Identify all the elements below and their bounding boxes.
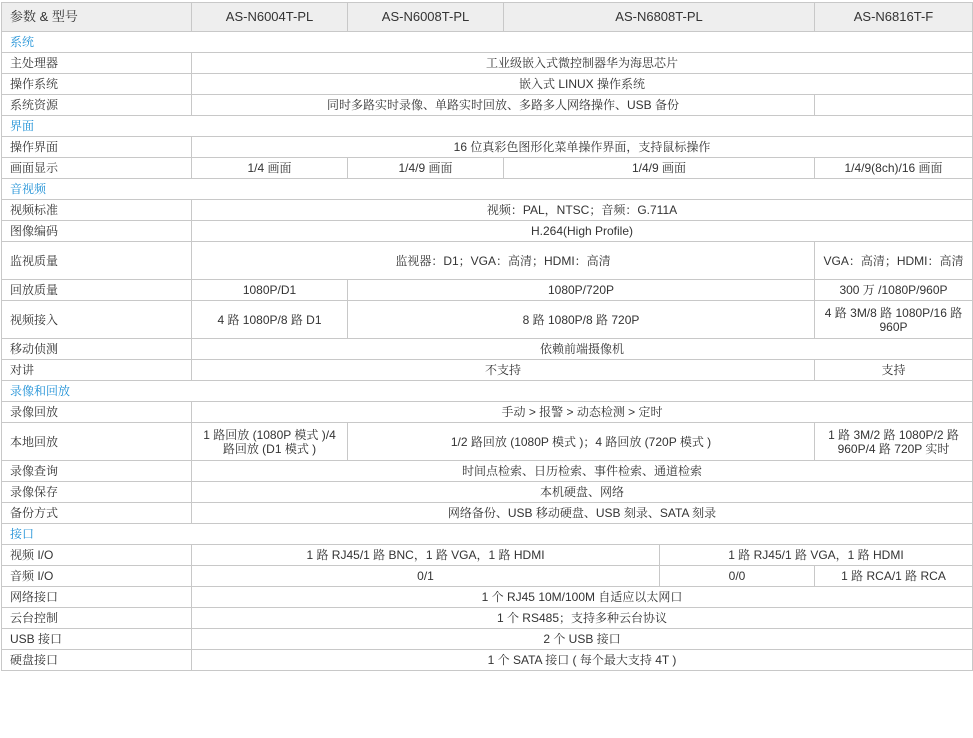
table-row-video-std <box>2 200 973 221</box>
section-title-system: 系统 <box>2 32 973 53</box>
table-row-os <box>2 74 973 95</box>
section-row-ports <box>2 524 973 545</box>
model-header-n6808: AS-N6808T-PL <box>504 3 815 32</box>
row-label-backup: 备份方式 <box>2 503 192 524</box>
table-row-video-io <box>2 545 973 566</box>
row-label-os: 操作系统 <box>2 74 192 95</box>
cell-video-in-mid: 8 路 1080P/8 路 720P <box>348 301 815 339</box>
cell-hdd: 1 个 SATA 接口 ( 每个最大支持 4T ) <box>192 650 973 671</box>
cell-usb: 2 个 USB 接口 <box>192 629 973 650</box>
cell-local-playback-n6004: 1 路回放 (1080P 模式 )/4 路回放 (D1 模式 ) <box>192 423 348 461</box>
row-label-rec-search: 录像查询 <box>2 461 192 482</box>
table-row-monitor <box>2 242 973 280</box>
cell-encoding: H.264(High Profile) <box>192 221 973 242</box>
cell-audio-io-c: 1 路 RCA/1 路 RCA <box>815 566 973 587</box>
cell-local-playback-mid: 1/2 路回放 (1080P 模式 )；4 路回放 (720P 模式 ) <box>348 423 815 461</box>
cell-audio-io-b: 0/0 <box>660 566 815 587</box>
cell-display-n6008: 1/4/9 画面 <box>348 158 504 179</box>
section-title-av: 音视频 <box>2 179 973 200</box>
cell-video-std: 视频：PAL，NTSC；音频：G.711A <box>192 200 973 221</box>
cell-ptz: 1 个 RS485；支持多种云台协议 <box>192 608 973 629</box>
table-row-audio-io <box>2 566 973 587</box>
cell-os: 嵌入式 LINUX 操作系统 <box>192 74 973 95</box>
cell-talk: 不支持 <box>192 360 815 381</box>
row-label-ui: 操作界面 <box>2 137 192 158</box>
row-label-cpu: 主处理器 <box>2 53 192 74</box>
table-row-motion <box>2 339 973 360</box>
section-row-system <box>2 32 973 53</box>
section-title-recording: 录像和回放 <box>2 381 973 402</box>
row-label-ptz: 云台控制 <box>2 608 192 629</box>
cell-rec-mode: 手动 > 报警 > 动态检测 > 定时 <box>192 402 973 423</box>
table-row-net <box>2 587 973 608</box>
row-label-net: 网络接口 <box>2 587 192 608</box>
cell-video-io-b: 1 路 RJ45/1 路 VGA，1 路 HDMI <box>660 545 973 566</box>
cell-talk-n6816: 支持 <box>815 360 973 381</box>
cell-display-n6816: 1/4/9(8ch)/16 画面 <box>815 158 973 179</box>
cell-rec-save: 本机硬盘、网络 <box>192 482 973 503</box>
row-label-video-io: 视频 I/O <box>2 545 192 566</box>
row-label-usb: USB 接口 <box>2 629 192 650</box>
cell-motion: 依赖前端摄像机 <box>192 339 973 360</box>
row-label-playback-quality: 回放质量 <box>2 280 192 301</box>
table-row-hdd <box>2 650 973 671</box>
cell-net: 1 个 RJ45 10M/100M 自适应以太网口 <box>192 587 973 608</box>
spec-table <box>1 2 973 671</box>
table-row-ui <box>2 137 973 158</box>
table-row-rec-mode <box>2 402 973 423</box>
cell-video-io-a: 1 路 RJ45/1 路 BNC，1 路 VGA，1 路 HDMI <box>192 545 660 566</box>
cell-video-in-n6004: 4 路 1080P/8 路 D1 <box>192 301 348 339</box>
cell-backup: 网络备份、USB 移动硬盘、USB 刻录、SATA 刻录 <box>192 503 973 524</box>
section-row-interface <box>2 116 973 137</box>
row-label-display: 画面显示 <box>2 158 192 179</box>
table-row-encoding <box>2 221 973 242</box>
row-label-audio-io: 音频 I/O <box>2 566 192 587</box>
header-row <box>2 3 973 32</box>
row-label-rec-mode: 录像回放 <box>2 402 192 423</box>
table-row-talk <box>2 360 973 381</box>
row-label-video-in: 视频接入 <box>2 301 192 339</box>
cell-resources-f <box>815 95 973 116</box>
cell-cpu: 工业级嵌入式微控制器华为海思芯片 <box>192 53 973 74</box>
section-title-ports: 接口 <box>2 524 973 545</box>
cell-local-playback-n6816: 1 路 3M/2 路 1080P/2 路 960P/4 路 720P 实时 <box>815 423 973 461</box>
table-row-resources <box>2 95 973 116</box>
cell-playback-quality-n6816: 300 万 /1080P/960P <box>815 280 973 301</box>
table-row-rec-save <box>2 482 973 503</box>
table-row-usb <box>2 629 973 650</box>
cell-playback-quality-n6004: 1080P/D1 <box>192 280 348 301</box>
param-header: 参数 & 型号 <box>2 3 192 32</box>
table-row-playback-quality <box>2 280 973 301</box>
table-row-local-playback <box>2 423 973 461</box>
cell-resources: 同时多路实时录像、单路实时回放、多路多人网络操作、USB 备份 <box>192 95 815 116</box>
section-title-interface: 界面 <box>2 116 973 137</box>
table-row-rec-search <box>2 461 973 482</box>
row-label-rec-save: 录像保存 <box>2 482 192 503</box>
cell-monitor: 监视器：D1；VGA：高清；HDMI：高清 <box>192 242 815 280</box>
section-row-av <box>2 179 973 200</box>
row-label-talk: 对讲 <box>2 360 192 381</box>
cell-audio-io-a: 0/1 <box>192 566 660 587</box>
model-header-n6008: AS-N6008T-PL <box>348 3 504 32</box>
row-label-encoding: 图像编码 <box>2 221 192 242</box>
table-row-backup <box>2 503 973 524</box>
cell-display-n6808: 1/4/9 画面 <box>504 158 815 179</box>
row-label-local-playback: 本地回放 <box>2 423 192 461</box>
cell-playback-quality-mid: 1080P/720P <box>348 280 815 301</box>
cell-rec-search: 时间点检索、日历检索、事件检索、通道检索 <box>192 461 973 482</box>
cell-monitor-n6816: VGA：高清；HDMI：高清 <box>815 242 973 280</box>
row-label-resources: 系统资源 <box>2 95 192 116</box>
cell-video-in-n6816: 4 路 3M/8 路 1080P/16 路 960P <box>815 301 973 339</box>
model-header-n6816: AS-N6816T-F <box>815 3 973 32</box>
row-label-monitor: 监视质量 <box>2 242 192 280</box>
row-label-motion: 移动侦测 <box>2 339 192 360</box>
model-header-n6004: AS-N6004T-PL <box>192 3 348 32</box>
cell-display-n6004: 1/4 画面 <box>192 158 348 179</box>
table-row-ptz <box>2 608 973 629</box>
table-row-display <box>2 158 973 179</box>
section-row-recording <box>2 381 973 402</box>
table-row-cpu <box>2 53 973 74</box>
cell-ui: 16 位真彩色图形化菜单操作界面，支持鼠标操作 <box>192 137 973 158</box>
table-row-video-in <box>2 301 973 339</box>
row-label-video-std: 视频标准 <box>2 200 192 221</box>
row-label-hdd: 硬盘接口 <box>2 650 192 671</box>
